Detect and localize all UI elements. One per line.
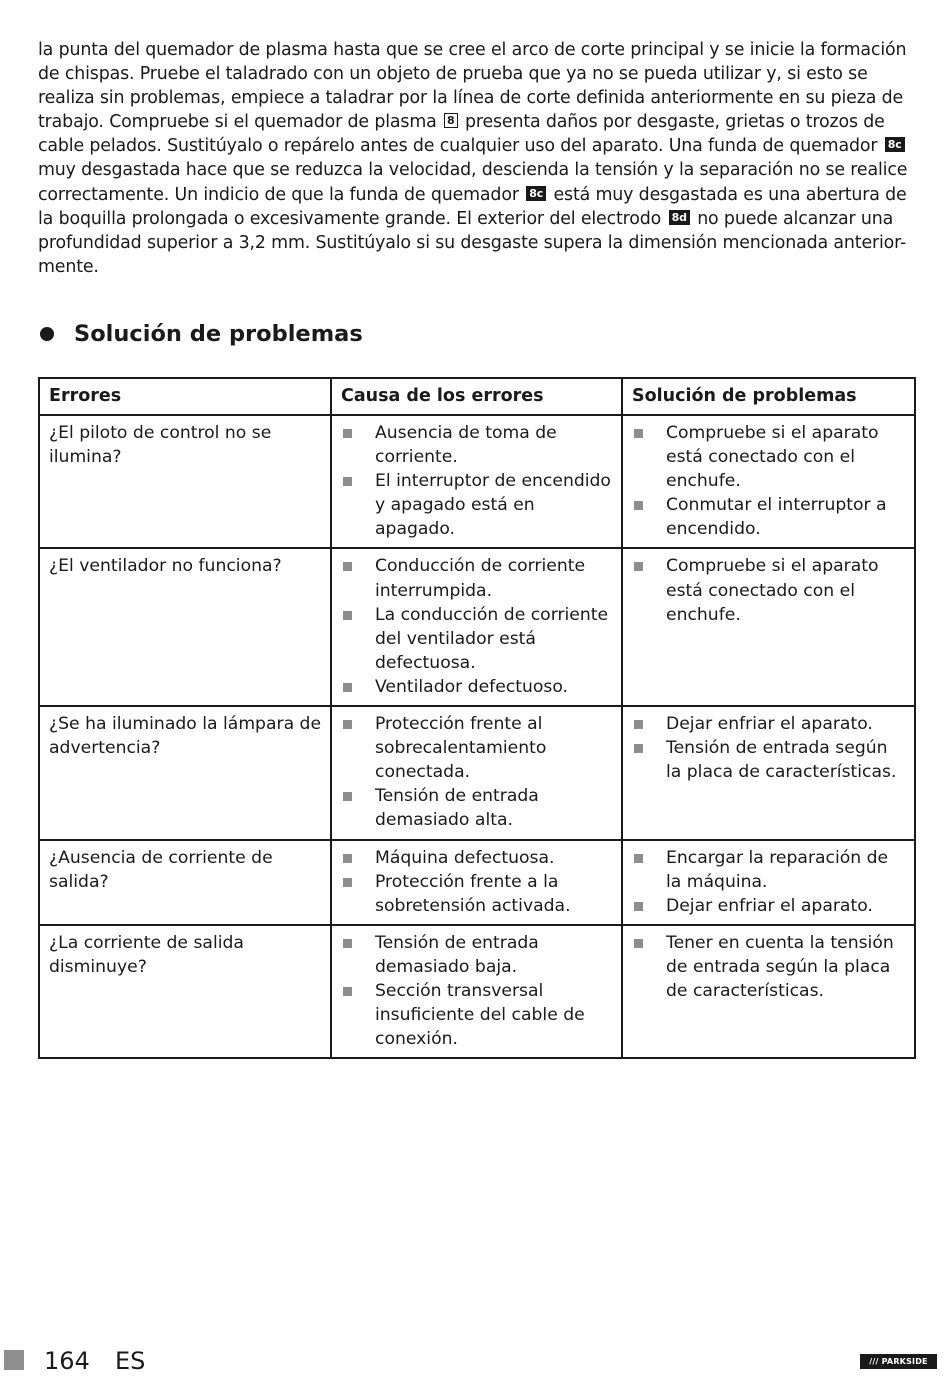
- intro-text-1: la punta del quemador de plasma hasta que se cree el arco de corte principal y se inicie la formación de chispas. Pruebe el taladrado con un objeto de prueba que ya no se pueda utilizar y, si esto se realiza sin problemas, empiece a taladrar por la línea de corte definida anteriormente en su pieza de trabajo. Compruebe si el quemador de plasma: [38, 40, 907, 133]
- column-header-errors: Errores: [39, 378, 331, 415]
- section-heading: [38, 318, 363, 350]
- solution-cell: [622, 706, 915, 839]
- list-item: Tener en cuenta la tensión de entrada según la placa de características.: [632, 931, 906, 1003]
- table-row: [39, 706, 915, 839]
- cause-cell: [331, 548, 622, 706]
- table-row: [39, 925, 915, 1058]
- list-item: Encargar la reparación de la máquina.: [632, 846, 906, 894]
- intro-text-3: muy desgastada hace que se reduzca la velocidad, descienda la tensión y la separación no se realice correctamente. Un indicio de que la funda de quemador: [38, 160, 908, 205]
- column-header-solutions: Solución de problemas: [622, 378, 915, 415]
- list-item: Tensión de entrada según la placa de características.: [632, 736, 906, 784]
- list-item: Conmutar el interruptor a encendido.: [632, 493, 906, 541]
- intro-text-2: presenta daños por desgaste, grietas o trozos de cable pelados. Sustitúyalo o repárelo antes de cualquier uso del aparato. Una funda de quemador: [38, 112, 885, 157]
- cause-cell: [331, 706, 622, 839]
- list-item: Ventilador defectuoso.: [341, 675, 613, 699]
- solution-cell: [622, 840, 915, 925]
- intro-paragraph: [38, 38, 912, 279]
- language-code: ES: [115, 1347, 146, 1375]
- section-title: Solución de problemas: [74, 321, 363, 347]
- list-item: Ausencia de toma de corriente.: [341, 421, 613, 469]
- list-item: Conducción de corriente interrumpida.: [341, 554, 613, 602]
- intro-text-5: no puede alcanzar una profundidad superior a 3,2 mm. Sustitúyalo si su desgaste supera la dimensión mencionada anterior- mente.: [38, 208, 907, 277]
- list-item: Máquina defectuosa.: [341, 846, 613, 870]
- list-item: Compruebe si el aparato está conectado con el enchufe.: [632, 421, 906, 493]
- table-row: [39, 840, 915, 925]
- solution-cell: [622, 925, 915, 1058]
- cause-cell: [331, 840, 622, 925]
- error-cell: ¿La corriente de salida disminuye?: [39, 925, 331, 1058]
- list-item: Tensión de entrada demasiado alta.: [341, 784, 613, 832]
- list-item: Protección frente al sobrecalentamiento conectada.: [341, 712, 613, 784]
- intro-text-4: está muy desgastada es una abertura de la boquilla prolongada o excesivamente grande. El exterior del electrodo: [38, 184, 907, 229]
- list-item: Protección frente a la sobretensión activada.: [341, 870, 613, 918]
- list-item: La conducción de corriente del ventilador está defectuosa.: [341, 603, 613, 675]
- solution-cell: [622, 415, 915, 548]
- table-row: [39, 415, 915, 548]
- parkside-logo: /// PARKSIDE: [860, 1354, 937, 1369]
- list-item: Compruebe si el aparato está conectado con el enchufe.: [632, 554, 906, 626]
- list-item: Tensión de entrada demasiado baja.: [341, 931, 613, 979]
- column-header-causes: Causa de los errores: [331, 378, 622, 415]
- troubleshooting-table: [38, 377, 916, 1059]
- table-header-row: [39, 378, 915, 415]
- part-reference-8: 8: [444, 113, 458, 128]
- solution-cell: [622, 548, 915, 706]
- list-item: Sección transversal insuficiente del cable de conexión.: [341, 979, 613, 1051]
- list-item: Dejar enfriar el aparato.: [632, 712, 906, 736]
- error-cell: ¿El ventilador no funciona?: [39, 548, 331, 706]
- list-item: Dejar enfriar el aparato.: [632, 894, 906, 918]
- cause-cell: [331, 925, 622, 1058]
- heading-bullet-icon: [40, 327, 54, 341]
- error-cell: ¿Ausencia de corriente de salida?: [39, 840, 331, 925]
- error-cell: ¿Se ha iluminado la lámpara de advertencia?: [39, 706, 331, 839]
- table-row: [39, 548, 915, 706]
- part-reference-8c: 8c: [885, 137, 905, 152]
- list-item: El interruptor de encendido y apagado está en apagado.: [341, 469, 613, 541]
- footer-marker-square: [4, 1350, 24, 1370]
- part-reference-8d: 8d: [669, 210, 690, 225]
- error-cell: ¿El piloto de control no se ilumina?: [39, 415, 331, 548]
- cause-cell: [331, 415, 622, 548]
- page-number: 164: [44, 1347, 90, 1375]
- part-reference-8c: 8c: [526, 186, 546, 201]
